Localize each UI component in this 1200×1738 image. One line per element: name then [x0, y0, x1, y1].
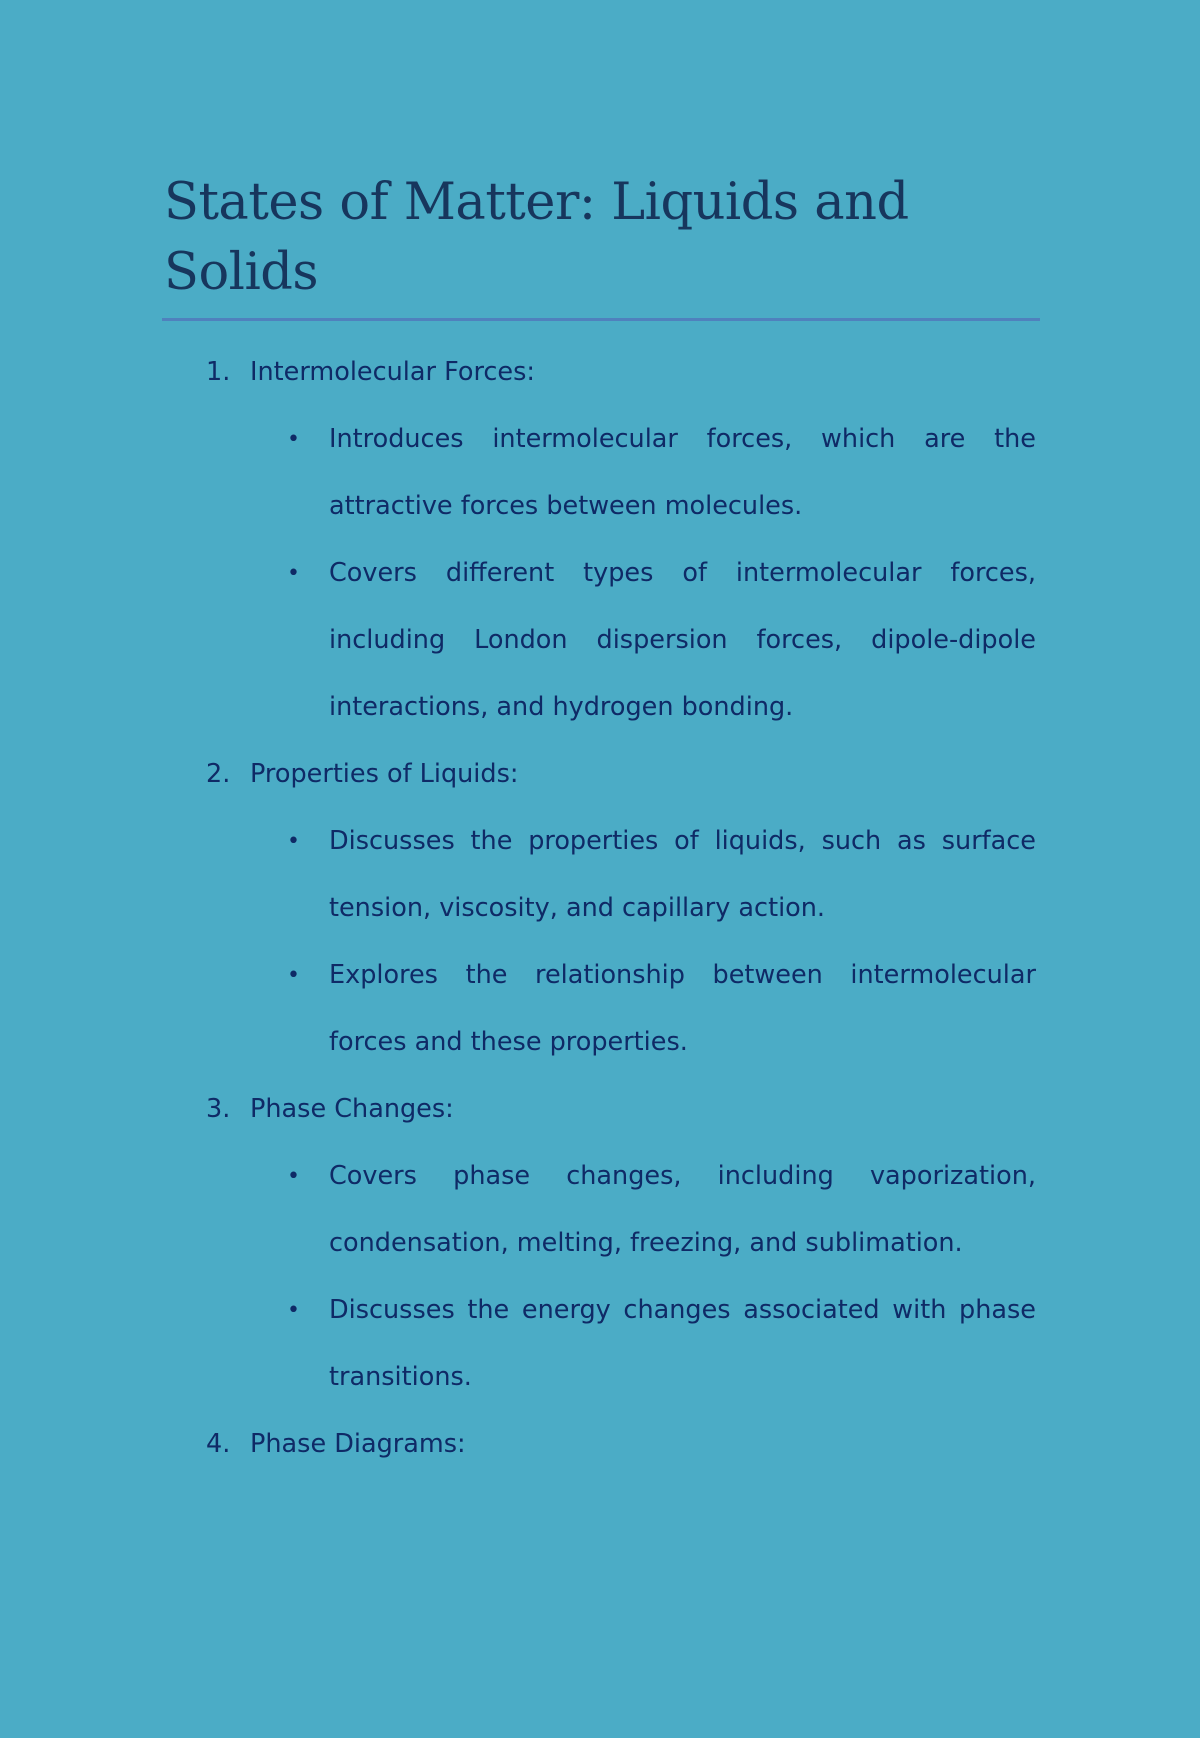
section-heading: [162, 1411, 1040, 1478]
section-label: Phase Diagrams:: [250, 1429, 466, 1459]
page-title: States of Matter: Liquids and Solids: [164, 173, 909, 302]
bullet-list: [162, 1143, 1040, 1411]
section-list: [162, 339, 1040, 1478]
bullet-list: [162, 406, 1040, 741]
bullet-icon: •: [287, 963, 300, 988]
bullet-icon: •: [287, 427, 300, 452]
bullet-text: Explores the relationship between intermolecular forces and these properties.: [329, 960, 1036, 1057]
section-heading: [162, 339, 1040, 406]
list-item: [162, 1277, 1040, 1411]
document-page: [162, 168, 1040, 1478]
section-label: Phase Changes:: [250, 1094, 454, 1124]
bullet-text: Discusses the properties of liquids, such as surface tension, viscosity, and capillary action.: [329, 826, 1036, 923]
list-item: [162, 406, 1040, 540]
section-label: Intermolecular Forces:: [250, 357, 535, 387]
section-number: 3.: [206, 1094, 231, 1124]
section-heading: [162, 1076, 1040, 1143]
bullet-text: Discusses the energy changes associated with phase transitions.: [329, 1295, 1036, 1392]
section-item: [162, 1076, 1040, 1411]
bullet-icon: •: [287, 1164, 300, 1189]
section-item: [162, 1411, 1040, 1478]
section-item: [162, 741, 1040, 1076]
section-number: 1.: [206, 357, 231, 387]
section-label: Properties of Liquids:: [250, 759, 519, 789]
bullet-list: [162, 808, 1040, 1076]
bullet-icon: •: [287, 1298, 300, 1323]
list-item: [162, 1143, 1040, 1277]
list-item: [162, 808, 1040, 942]
bullet-text: Covers different types of intermolecular forces, including London dispersion forces, dipole-dipole interactions, and hydrogen bonding.: [329, 558, 1036, 722]
bullet-icon: •: [287, 561, 300, 586]
list-item: [162, 540, 1040, 741]
section-heading: [162, 741, 1040, 808]
title-divider: [162, 318, 1040, 321]
bullet-text: Introduces intermolecular forces, which are the attractive forces between molecules.: [329, 424, 1036, 521]
bullet-icon: •: [287, 829, 300, 854]
bullet-text: Covers phase changes, including vaporization, condensation, melting, freezing, and sublimation.: [329, 1161, 1036, 1258]
list-item: [162, 942, 1040, 1076]
section-item: [162, 339, 1040, 741]
section-number: 4.: [206, 1429, 231, 1459]
section-number: 2.: [206, 759, 231, 789]
